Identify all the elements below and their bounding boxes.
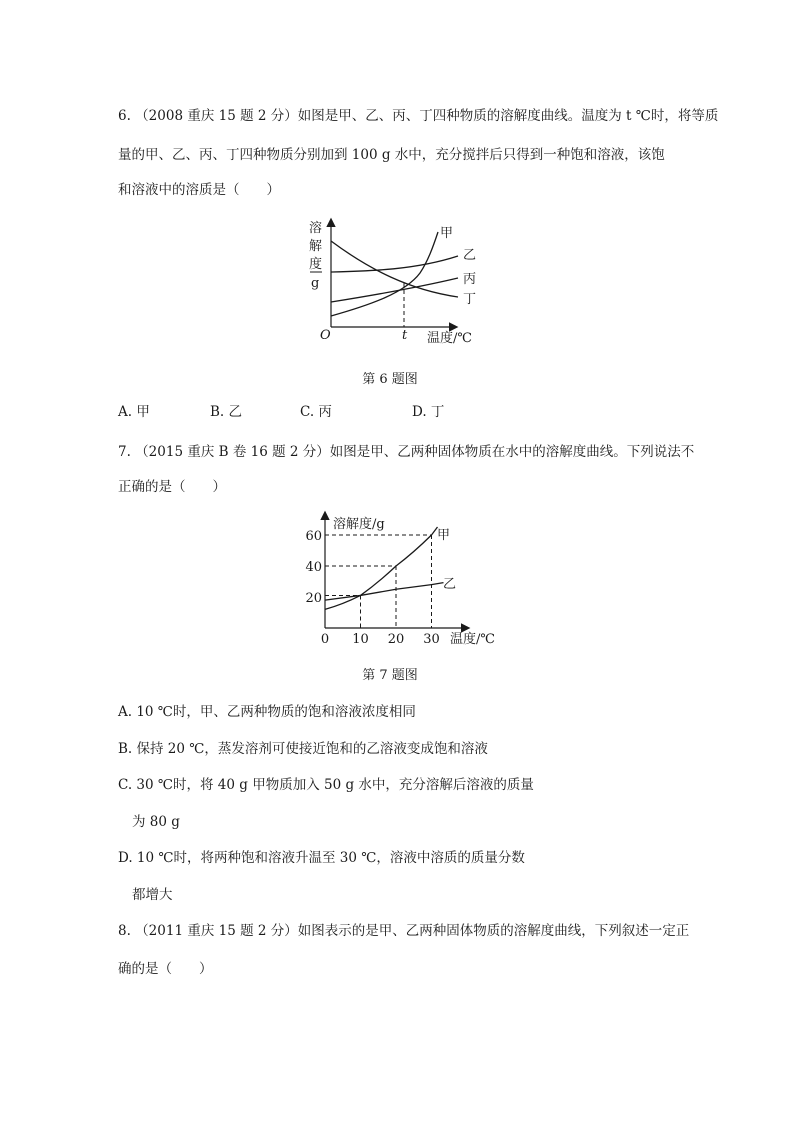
q7-xtick-20: 20 [387, 632, 405, 647]
q7-figure [300, 508, 510, 653]
q7-xtick-30: 30 [423, 632, 440, 647]
q8-line-1: 8. （2011 重庆 15 题 2 分）如图表示的是甲、乙两种固体物质的溶解度曲线，下列叙述一定正 [118, 923, 690, 939]
q7-label-jia: 甲 [437, 528, 451, 543]
q7-ytick-40: 40 [305, 560, 322, 575]
q7-ytick-20: 20 [305, 591, 322, 606]
q6-option-d: D. 丁 [412, 404, 445, 420]
q7-ytick-60: 60 [305, 529, 322, 544]
q7-caption: 第 7 题图 [362, 668, 418, 683]
q6-origin: O [320, 328, 331, 343]
q7-option-d-cont: 都增大 [132, 887, 173, 903]
q6-line-3: 和溶液中的溶质是（ ） [118, 182, 280, 198]
q6-ylabel-4: g [311, 276, 320, 291]
q8-line-2: 确的是（ ） [118, 961, 213, 977]
q7-option-c: C. 30 ℃时，将 40 g 甲物质加入 50 g 水中，充分溶解后溶液的质量 [118, 777, 534, 793]
q7-xtick-10: 10 [352, 632, 369, 647]
q7-option-d: D. 10 ℃时，将两种饱和溶液升温至 30 ℃，溶液中溶质的质量分数 [118, 850, 525, 866]
q6-curve-bing [331, 278, 458, 302]
q6-curve-yi [331, 256, 458, 272]
q7-xtick-0: 0 [320, 632, 330, 647]
q6-caption: 第 6 题图 [362, 372, 418, 387]
q6-ylabel-2: 解 [309, 239, 323, 254]
q7-line-2: 正确的是（ ） [118, 479, 226, 495]
q7-curve-yi [325, 583, 444, 601]
q7-xlabel: 温度/℃ [450, 632, 495, 647]
q7-option-a: A. 10 ℃时，甲、乙两种物质的饱和溶液浓度相同 [118, 704, 416, 720]
q7-curve-jia [325, 527, 438, 609]
q6-label-jia: 甲 [440, 226, 454, 241]
q6-option-c: C. 丙 [300, 404, 332, 420]
q6-line-1: 6. （2008 重庆 15 题 2 分）如图是甲、乙、丙、丁四种物质的溶解度曲线。温度为 t ℃时，将等质 [118, 108, 719, 124]
q6-ylabel-3: 度 [309, 257, 323, 272]
q6-label-bing: 丙 [463, 272, 477, 287]
q7-ylabel: 溶解度/g [333, 517, 385, 532]
q6-ylabel-1: 溶 [309, 221, 323, 236]
q6-xlabel: 温度/℃ [427, 331, 472, 346]
q6-option-b: B. 乙 [210, 404, 243, 420]
q7-option-b: B. 保持 20 ℃，蒸发溶剂可使接近饱和的乙溶液变成饱和溶液 [118, 741, 488, 757]
q6-figure [300, 215, 500, 350]
q6-label-ding: 丁 [463, 292, 477, 307]
q6-t-label: t [402, 328, 408, 343]
q7-label-yi: 乙 [443, 577, 457, 592]
q6-label-yi: 乙 [463, 248, 477, 263]
q7-line-1: 7. （2015 重庆 B 卷 16 题 2 分）如图是甲、乙两种固体物质在水中的溶解度曲线。下列说法不 [118, 444, 695, 460]
q7-option-c-cont: 为 80 g [132, 814, 180, 830]
q6-line-2: 量的甲、乙、丙、丁四种物质分别加到 100 g 水中，充分搅拌后只得到一种饱和溶液，该饱 [118, 147, 665, 163]
q6-option-a: A. 甲 [118, 404, 150, 420]
